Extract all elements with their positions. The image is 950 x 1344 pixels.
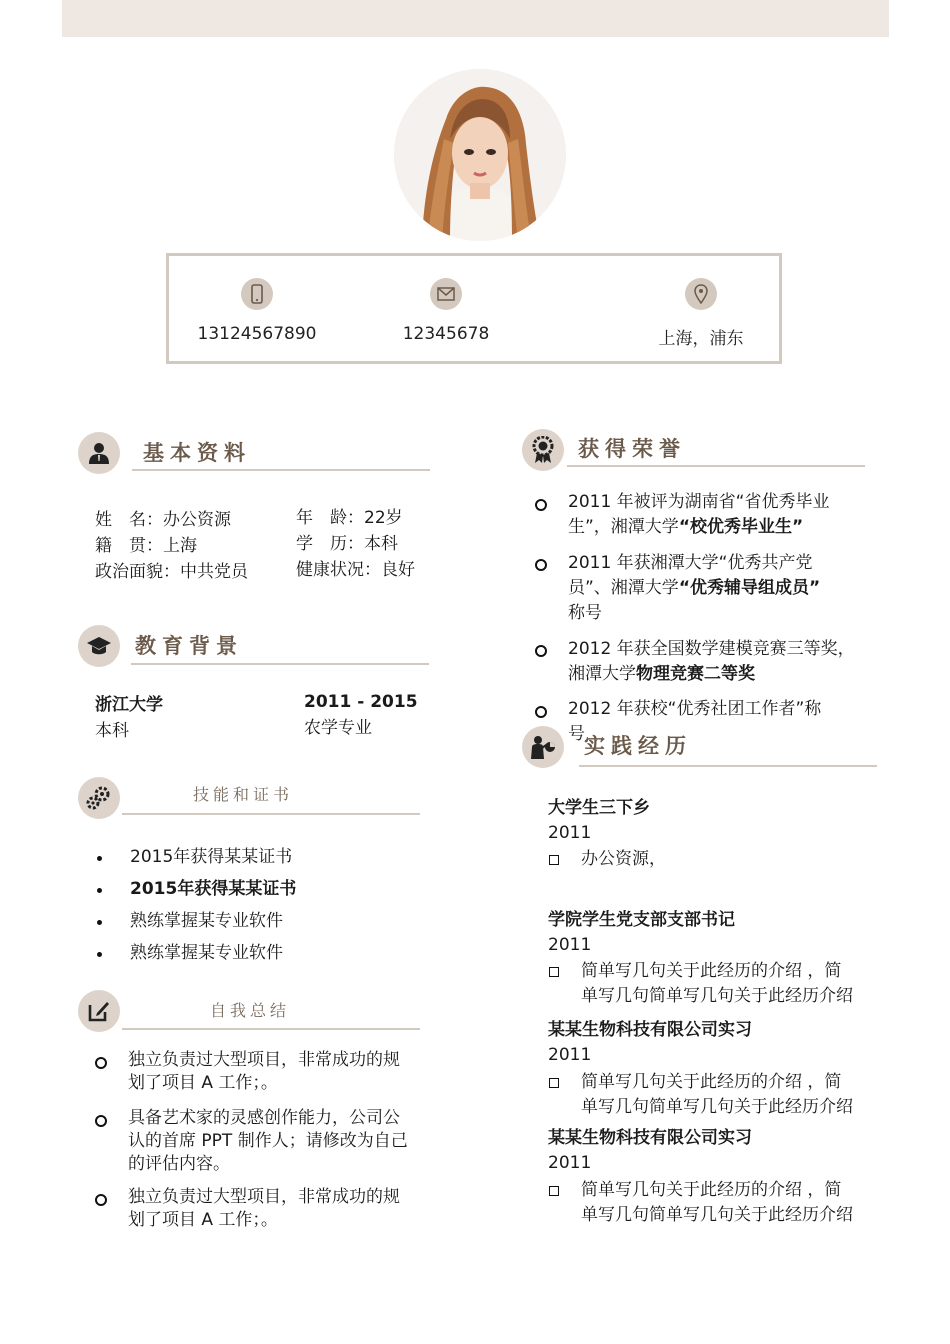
honor-line: 2011 年被评为湖南省“省优秀毕业 [568, 492, 830, 512]
summary-line: 独立负责过大型项目，非常成功的规 [128, 1187, 400, 1207]
honor-text-bold: “校优秀毕业生” [678, 517, 804, 537]
contact-box [166, 253, 782, 364]
summary-item-1 [128, 1049, 400, 1095]
practice-name: 学院学生党支部支部书记 [548, 910, 735, 930]
practice-line: 简单写几句关于此经历的介绍 ，简 [581, 961, 842, 981]
basic-age: 年 龄：22岁 [296, 508, 403, 528]
honor-line: 号 [568, 724, 585, 744]
skill-item: 2015年获得某某证书 [130, 847, 293, 867]
honor-text: 员”、湘潭大学 [568, 578, 679, 598]
honors-title: 获得荣誉 [578, 437, 686, 461]
practice-line: 单写几句简单写几句关于此经历介绍 [581, 1097, 853, 1117]
honor-text-bold: “优秀辅导组成员” [678, 578, 821, 598]
summary-bullet [95, 1057, 107, 1069]
graduation-cap-icon [78, 625, 120, 667]
summary-bullet [95, 1194, 107, 1206]
education-title: 教育背景 [135, 634, 243, 658]
basic-political: 政治面貌：中共党员 [95, 562, 248, 582]
honor-bullet [535, 499, 547, 511]
summary-bullet [95, 1115, 107, 1127]
practice-bullet [549, 855, 559, 865]
location-text: 上海，浦东 [658, 329, 744, 349]
contact-phone [157, 278, 357, 344]
practice-bullet [549, 1078, 559, 1088]
practice-line: 简单写几句关于此经历的介绍 ，简 [581, 1180, 842, 1200]
summary-line: 认的首席 PPT 制作人；请修改为自己 [128, 1131, 408, 1151]
skill-bullet [97, 888, 102, 893]
practice-year: 2011 [548, 823, 592, 843]
email-text: 12345678 [402, 324, 490, 344]
honor-line: 2012 年获全国数学建模竞赛三等奖， [568, 639, 855, 659]
practice-year: 2011 [548, 1045, 592, 1065]
honors-divider [567, 465, 865, 467]
education-divider [131, 663, 429, 665]
summary-line: 的评估内容。 [128, 1154, 230, 1174]
practice-line: 简单写几句关于此经历的介绍 ，简 [581, 1072, 842, 1092]
skills-divider [122, 813, 420, 815]
practice-title: 实践经历 [584, 734, 692, 758]
skill-bullet [97, 920, 102, 925]
honor-bullet [535, 706, 547, 718]
summary-divider [122, 1028, 420, 1030]
presenter-icon [522, 726, 564, 768]
practice-year: 2011 [548, 1153, 592, 1173]
skill-item: 熟练掌握某专业软件 [130, 911, 283, 931]
practice-name: 某某生物科技有限公司实习 [548, 1128, 752, 1148]
skill-item: 2015年获得某某证书 [130, 879, 297, 899]
skills-title: 技能和证书 [193, 785, 294, 804]
person-icon [78, 432, 120, 474]
honor-text: 湘潭大学 [568, 664, 636, 684]
practice-bullet [549, 967, 559, 977]
header-band [62, 0, 889, 37]
honor-line: 称号 [568, 603, 602, 623]
phone-text: 13124567890 [197, 324, 317, 344]
practice-divider [579, 765, 877, 767]
basic-education: 学 历：本科 [296, 534, 398, 554]
edu-school: 浙江大学 [95, 695, 163, 715]
award-badge-icon [522, 429, 564, 471]
edu-major: 农学专业 [304, 718, 372, 738]
location-pin-icon [685, 278, 717, 310]
honor-text-bold: 物理竞赛二等奖 [636, 664, 755, 684]
practice-bullet [549, 1186, 559, 1196]
summary-item-3 [128, 1186, 400, 1232]
practice-name: 大学生三下乡 [548, 798, 650, 818]
honor-line [568, 515, 803, 540]
basic-info-title: 基本资料 [143, 441, 251, 465]
summary-line: 划了项目 A 工作；。 [128, 1210, 278, 1230]
mail-icon [430, 278, 462, 310]
profile-photo [394, 69, 566, 241]
practice-line: 单写几句简单写几句关于此经历介绍 [581, 986, 853, 1006]
practice-line: 单写几句简单写几句关于此经历介绍 [581, 1205, 853, 1225]
summary-item-2 [128, 1107, 408, 1176]
skill-bullet [97, 856, 102, 861]
edu-years: 2011 - 2015 [304, 692, 418, 712]
gears-icon [78, 777, 120, 819]
practice-line: 办公资源， [581, 849, 666, 869]
basic-info-divider [132, 469, 430, 471]
honor-line: 2012 年获校“优秀社团工作者”称 [568, 699, 822, 719]
skill-bullet [97, 952, 102, 957]
basic-hometown: 籍 贯：上海 [95, 536, 197, 556]
edu-degree: 本科 [95, 721, 129, 741]
honor-text: 生”，湘潭大学 [568, 517, 679, 537]
basic-name: 姓 名：办公资源 [95, 510, 231, 530]
practice-year: 2011 [548, 935, 592, 955]
basic-health: 健康状况：良好 [296, 560, 415, 580]
practice-name: 某某生物科技有限公司实习 [548, 1020, 752, 1040]
edit-icon [78, 990, 120, 1032]
summary-line: 独立负责过大型项目，非常成功的规 [128, 1050, 400, 1070]
honor-line: 2011 年获湘潭大学“优秀共产党 [568, 553, 813, 573]
summary-line: 具备艺术家的灵感创作能力，公司公 [128, 1108, 400, 1128]
honor-bullet [535, 645, 547, 657]
honor-bullet [535, 559, 547, 571]
summary-line: 划了项目 A 工作；。 [128, 1073, 278, 1093]
phone-icon [241, 278, 273, 310]
summary-title: 自我总结 [210, 1001, 291, 1020]
contact-email [346, 278, 546, 344]
honor-line [568, 662, 755, 687]
skill-item: 熟练掌握某专业软件 [130, 943, 283, 963]
contact-location [601, 278, 801, 349]
honor-line [568, 576, 820, 601]
